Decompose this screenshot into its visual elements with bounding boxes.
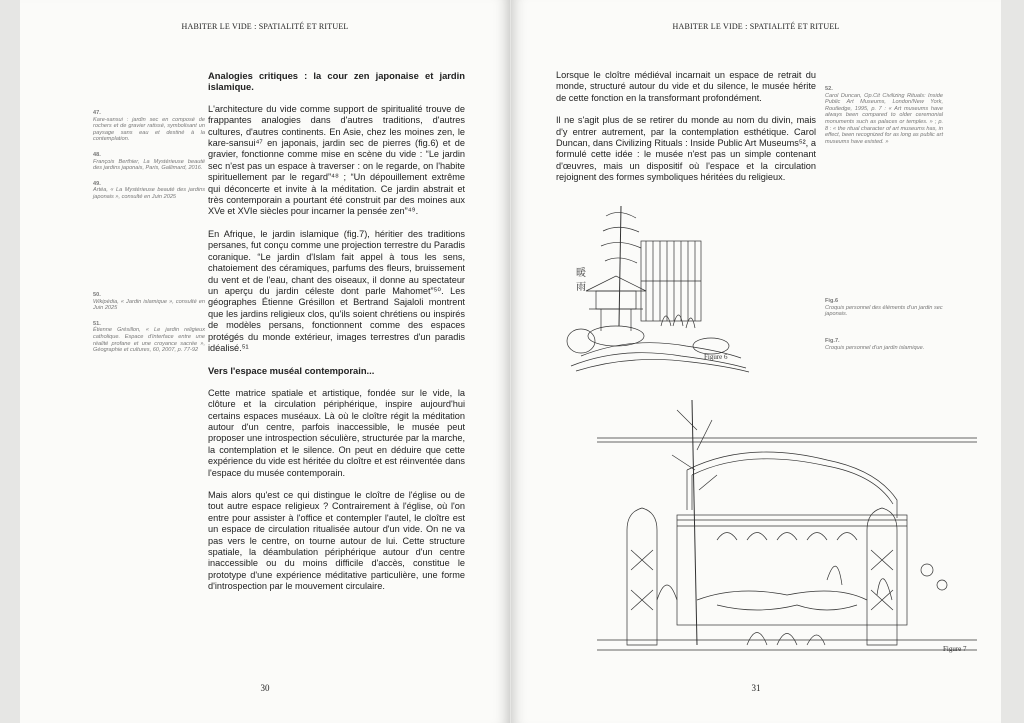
paragraph-1: L'architecture du vide comme support de spiritualité trouve de frappantes analogies dans d'autres traditions, d'autres cultures, d'autres continents. En Asie, chez les moines zen, le kare-sansui⁴⁷ en japonais, jardin sec de pierres (fig.6) et de gravier, fonctionne comme mise en scène du vide : “Le jardin sec n'est pas un espace à traverser : on le regarde, on l'habite spirituellement par le regard”⁴⁸ ; “Un dépouillement extrême qui déconcerte et invite à la méditation. Ce jardin abstrait et très contemporain a pourtant été construit par des moines aux XVe et XVIe siècles pour incarner la pensée zen”⁴⁹. xyxy=(208,103,465,217)
note-50: 50. Wikipédia, « Jardin islamique », consulté en Juin 2025 xyxy=(93,292,205,312)
right-page xyxy=(511,0,1001,723)
figure-6-label: Figure 6 xyxy=(704,353,728,361)
paragraph-2: En Afrique, le jardin islamique (fig.7), héritier des traditions persanes, fut conçu comme une projection terrestre du Paradis coranique. “Le jardin d'Islam fait appel à tous les sens, chatoiement des céramiques, parfums des fleurs, bruissement du vent et de l'eau, chant des oiseaux, il donne au spectateur un aperçu du jardin céleste dont parle Mahomet”⁵⁰. Les géographes Étienne Grésillon et Bertrand Sajaloli montrent que les jardins religieux clos, qu'ils soient chrétiens ou inspirés de modèles persans, fonctionnent comme des espaces protégés du monde extérieur, images terrestres d'un paradis idéalisé.⁵¹ xyxy=(208,228,465,353)
figure-7-label: Figure 7 xyxy=(943,645,967,653)
paragraph-4: Mais alors qu'est ce qui distingue le cloître de l'église ou de tout autre espace religieux ? Contrairement à l'église, où l'on entre pour assister à l'office et contempler l'autel, le cloître est un espace de circulation ritualisée autour d'un vide. On ne va pas vers le centre, on tourne autour de lui. Cette structure spatiale, la déambulation périphérique autour d'un centre inaccessible ou du moins difficile d'accès, constitue le prototype d'une expérience méditative particulière, une forme d'introspection par le mouvement circulaire. xyxy=(208,490,465,592)
figure-6-zen-garden-sketch xyxy=(561,196,751,376)
note-48: 48. François Berthier, La Mystérieuse beauté des jardins japonais, Paris, Gallimard, 2016. xyxy=(93,151,205,172)
paragraph-right-1: Lorsque le cloître médiéval incarnait un espace de retrait du monde, structuré autour du vide et du silence, le musée hérite de cette fonction en la transformant profondément. xyxy=(556,70,816,103)
paragraph-3: Cette matrice spatiale et artistique, fondée sur le vide, la clôture et la circulation périphérique, inspire aujourd'hui certains espaces muséaux. Là où le cloître régit la méditation autour d'un centre, parfois inaccessible, le musée peut proposer une introspection séculière, structurée par la marche, la contemplation et le silence. On peut en déduire que cette expérience du vide est héritée du cloître et est réinventée dans l'espace du musée contemporain. xyxy=(208,387,465,478)
fig7-caption-note: Fig.7. Croquis personnel d'un jardin islamique. xyxy=(825,338,925,351)
running-head-right: HABITER LE VIDE : SPATIALITÉ ET RITUEL xyxy=(672,22,840,31)
heading-musee: Vers l'espace muséal contemporain... xyxy=(208,365,375,377)
page-number-right: 31 xyxy=(751,683,761,693)
fig6-caption-note: Fig.6 Croquis personnel des éléments d'un jardin sec japonais. xyxy=(825,298,943,318)
note-49: 49. Artéa, « La Mystérieuse beauté des jardins japonais », consulté en Juin 2025 xyxy=(93,180,205,200)
paragraph-right-2: Il ne s'agit plus de se retirer du monde au nom du divin, mais d'y entrer autrement, par la contemplation esthétique. Carol Duncan, dans Civilizing Rituals : Inside Public Art Museums⁵², a formulé cette idée : le musée n'est pas un simple contenant d'œuvres, mais un dispositif où l'espace et la circulation rejoignent des formes symboliques héritées du religieux. xyxy=(556,115,816,183)
sidenotes-left-2 xyxy=(93,292,205,363)
heading-analogies: Analogies critiques : la cour zen japonaise et jardin islamique. xyxy=(208,70,465,93)
left-page xyxy=(20,0,510,723)
page-number-left: 30 xyxy=(260,683,270,693)
main-text-right xyxy=(556,70,816,195)
figure-7-islamic-garden-sketch xyxy=(597,400,977,662)
svg-text:暖: 暖 xyxy=(576,268,586,279)
running-head-left: HABITER LE VIDE : SPATIALITÉ ET RITUEL xyxy=(181,22,349,31)
main-text-left xyxy=(208,70,465,604)
note-52: 52. Carol Duncan, Op.Cit Civilizing Rituals: Inside Public Art Museums, London/New York, Routledge, 1995, p. 7 : « Art museums have always been compared to older ceremonial monuments such as palaces or temples. » ; p. 8 : « the ritual character of art museums has, in effect, been recognized for as long as public art museums have existed. » xyxy=(825,86,943,145)
note-51: 51. Étienne Grésillon, « Le jardin religieux catholique. Espace d'interface entre une réalité profane et une croyance sacrée », Géographie et cultures, 60, 2007, p. 77-92 xyxy=(93,320,205,354)
sidenotes-left xyxy=(93,110,205,210)
svg-text:雨: 雨 xyxy=(576,282,586,293)
note-47: 47. Kare-sansui : jardin sec en composé de rochers et de gravier ratissé, symbolisant un paysage sans eau et destiné à la contemplation. xyxy=(93,110,205,143)
